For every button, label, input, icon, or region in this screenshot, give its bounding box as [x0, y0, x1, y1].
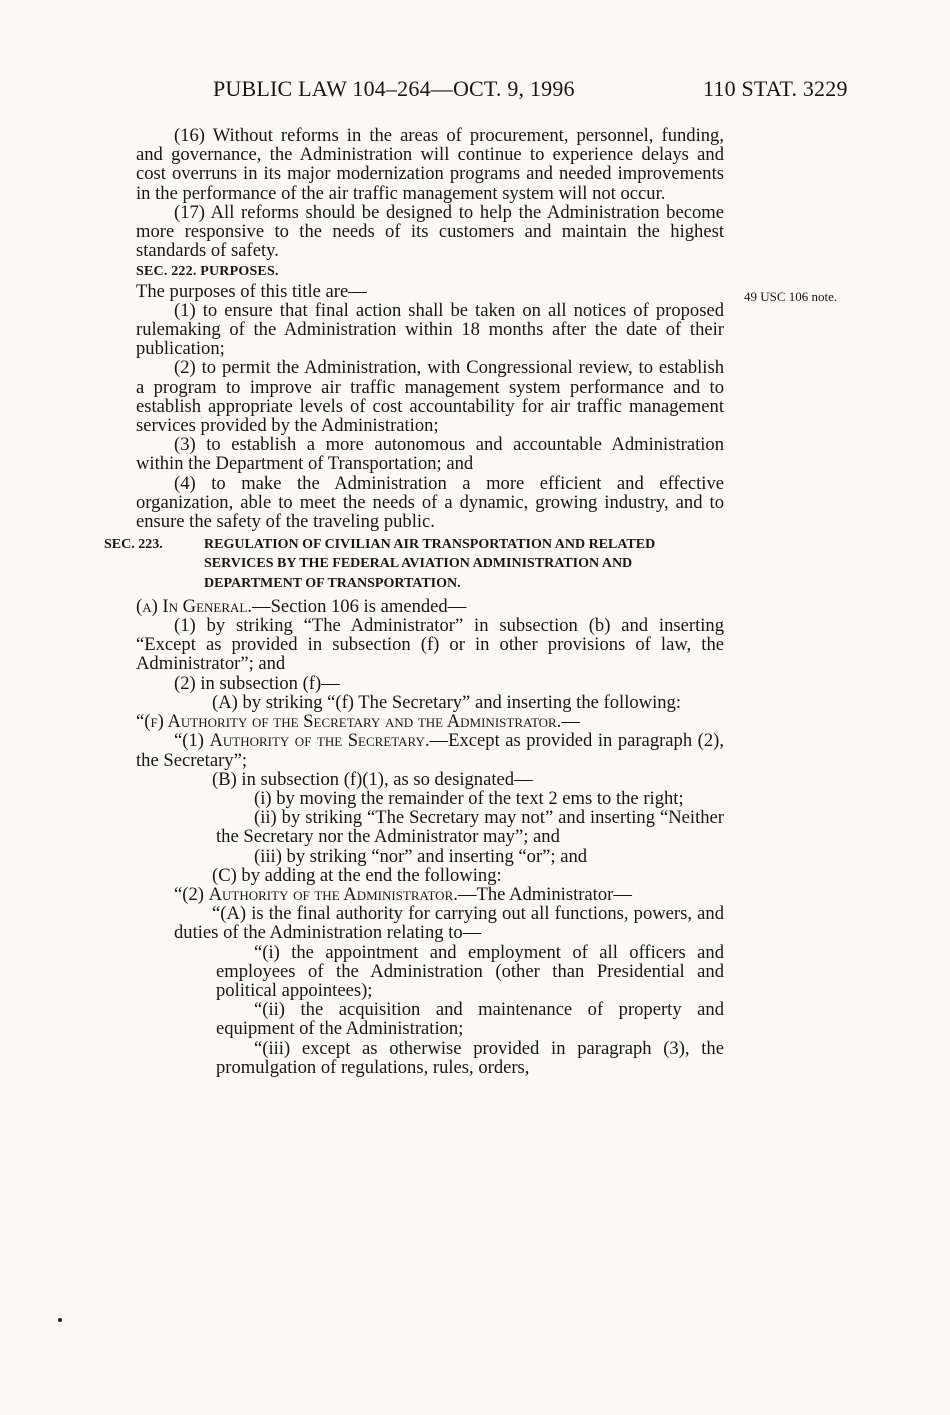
subsection-a-heading: (a) In General. — [136, 595, 252, 617]
inserted-f-1 — [136, 731, 724, 769]
inserted-f-1-heading: Authority of the Secretary. — [209, 730, 430, 752]
header-stat-page: 110 STAT. 3229 — [703, 76, 848, 101]
inserted-f-heading: “(f) Authority of the Secretary and the Administrator.— — [136, 711, 580, 733]
inserted-f-2-text: —The Administrator— — [457, 883, 632, 905]
amendment-2-B-ii: (ii) by striking “The Secretary may not” and inserting “Neither the Secretary nor the Administrator may”; and — [216, 807, 724, 848]
inserted-f-2-A-iii: “(iii) except as otherwise provided in paragraph (3), the promulgation of regulations, rules, orders, — [216, 1037, 724, 1078]
header-title: PUBLIC LAW 104–264—OCT. 9, 1996 — [213, 76, 575, 101]
inserted-f-2 — [136, 885, 724, 904]
section-223-heading — [104, 535, 724, 593]
page-header — [0, 76, 950, 106]
amendment-2-B-i: (i) by moving the remainder of the text 2 ems to the right; — [254, 787, 684, 809]
purpose-4: (4) to make the Administration a more efficient and effective organization, able to meet the needs of a dynamic, growing industry, and to ensure the safety of the traveling public. — [136, 472, 724, 533]
stray-dot-mark — [58, 1318, 62, 1322]
inserted-f-2-A: “(A) is the final authority for carrying out all functions, powers, and duties of the Administration relating to— — [174, 903, 724, 944]
inserted-f-2-A-ii: “(ii) the acquisition and maintenance of property and equipment of the Administration; — [216, 999, 724, 1040]
inserted-f-1-num: “(1) — [174, 730, 210, 752]
purpose-3: (3) to establish a more autonomous and accountable Administration within the Department of Transportation; and — [136, 434, 724, 475]
purposes-intro: The purposes of this title are— — [136, 280, 367, 302]
inserted-f-1-text: —Except as provided in paragraph (2), the Secretary”; — [136, 730, 724, 771]
document-body — [104, 125, 724, 1078]
subsection-a-text: —Section 106 is amended— — [252, 595, 467, 617]
purpose-2: (2) to permit the Administration, with Congressional review, to establish a program to improve air traffic management system performance and to establish appropriate levels of cost accountability for air traffic management services provided by the Administration; — [136, 357, 724, 437]
amendment-2-C: (C) by adding at the end the following: — [212, 864, 502, 886]
inserted-f-2-A-i: “(i) the appointment and employment of all officers and employees of the Administration (other than Presidential and political appointees); — [216, 941, 724, 1001]
amendment-1: (1) by striking “The Administrator” in subsection (b) and inserting “Except as provided in subsection (f) or in other provisions of law, the Administrator”; and — [136, 615, 724, 675]
amendment-2-B-iii: (iii) by striking “nor” and inserting “or”; and — [254, 845, 588, 867]
section-223-label: SEC. 223. — [104, 537, 163, 553]
inserted-f-2-num: “(2) — [174, 883, 209, 905]
section-222-heading: SEC. 222. PURPOSES. — [136, 264, 279, 280]
paragraph-16: (16) Without reforms in the areas of procurement, personnel, funding, and governance, the Administration will continue to experience delays and cost overruns in its major modernization programs and needed improvements in the performance of the air traffic management system will not occur. — [136, 125, 724, 204]
inserted-f-2-heading: Authority of the Administrator. — [208, 883, 458, 905]
purpose-1: (1) to ensure that final action shall be taken on all notices of proposed rulemaking of the Administration within 18 months after the date of their publication; — [136, 299, 724, 360]
margin-note: 49 USC 106 note. — [744, 289, 838, 304]
amendment-2: (2) in subsection (f)— — [174, 672, 340, 694]
section-223-title: REGULATION OF CIVILIAN AIR TRANSPORTATION AND RELATED SERVICES BY THE FEDERAL AVIATION ADMINISTRATION AND DEPARTMENT OF TRANSPORTATION. — [204, 537, 656, 591]
paragraph-17: (17) All reforms should be designed to help the Administration become more responsive to the needs of its customers and maintain the highest standards of safety. — [136, 201, 724, 262]
subsection-a — [136, 597, 724, 616]
amendment-2-B: (B) in subsection (f)(1), as so designated— — [212, 768, 533, 790]
amendment-2-A: (A) by striking “(f) The Secretary” and inserting the following: — [212, 691, 682, 713]
